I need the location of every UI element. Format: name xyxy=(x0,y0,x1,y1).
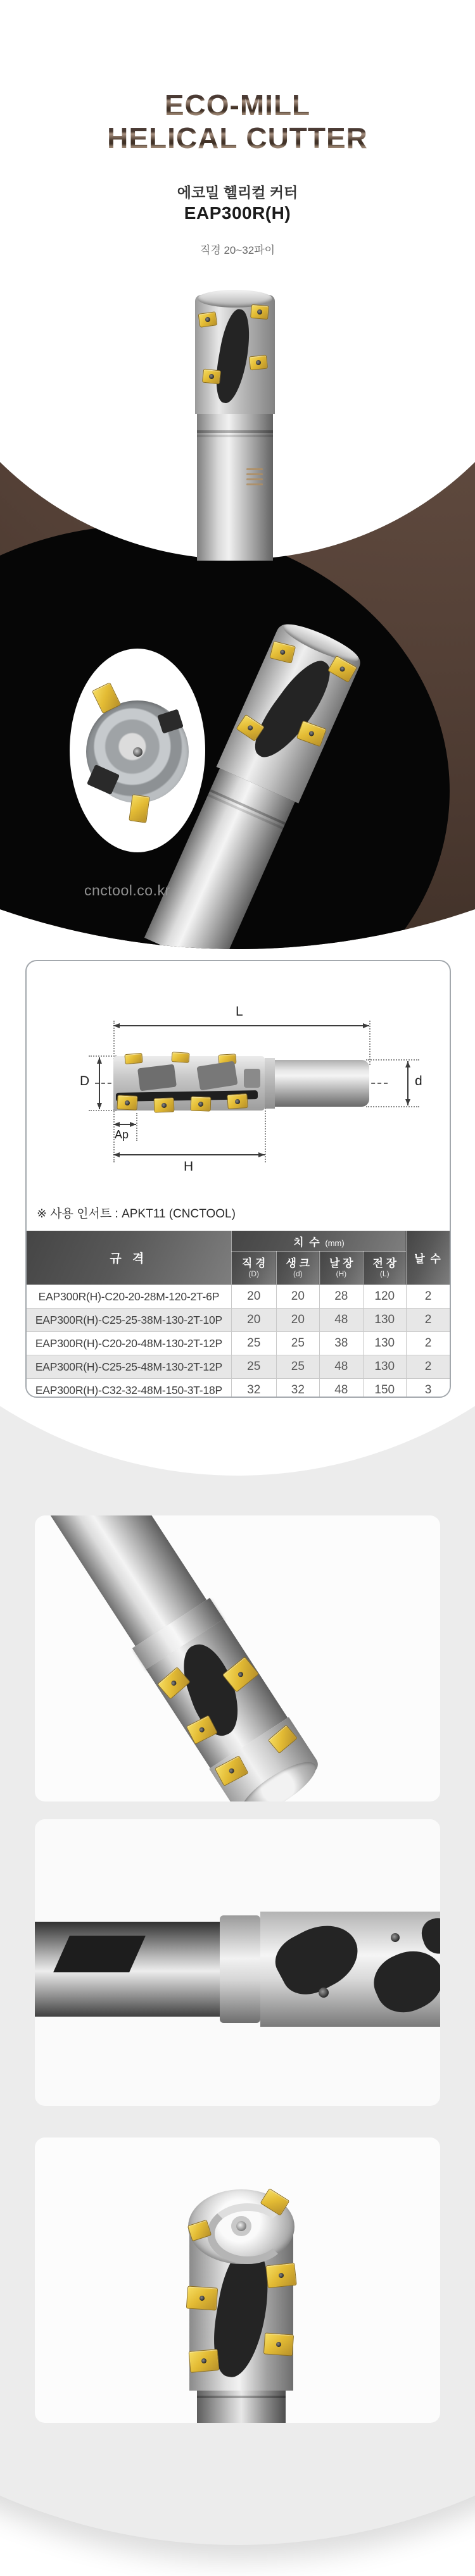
cutter-shank xyxy=(197,414,273,561)
cell-flute-length: 48 xyxy=(320,1379,363,1398)
insert-note: ※ 사용 인서트 : APKT11 (CNCTOOL) xyxy=(37,1207,236,1221)
cell-flutes: 3 xyxy=(407,1379,450,1398)
cutter-head xyxy=(195,295,275,414)
diagram-insert xyxy=(227,1093,248,1109)
shank-groove xyxy=(197,2396,286,2398)
col-header-shank xyxy=(276,1252,319,1285)
spec-table xyxy=(27,1231,450,1398)
dim-arrow-H xyxy=(113,1154,265,1155)
cutter-photo-horizontal xyxy=(35,1908,440,2034)
cell-flutes: 2 xyxy=(407,1285,450,1309)
flute-pocket xyxy=(365,1941,440,2022)
cell-overall-length: 120 xyxy=(363,1285,406,1309)
table-row xyxy=(27,1379,450,1398)
col-sublabel: (H) xyxy=(336,1269,347,1278)
cell-diameter: 32 xyxy=(231,1379,276,1398)
carbide-insert xyxy=(269,641,296,664)
cutter-head xyxy=(260,1912,440,2027)
carbide-insert xyxy=(250,304,269,320)
diagram-insert xyxy=(154,1097,175,1112)
col-label: 생 크 xyxy=(286,1257,310,1270)
cell-shank: 32 xyxy=(276,1379,319,1398)
cutter-shank xyxy=(197,2391,286,2423)
diagram-insert xyxy=(124,1053,142,1064)
cell-flute-length: 28 xyxy=(320,1285,363,1309)
cutter-bottom-view-photo xyxy=(86,700,189,803)
carbide-insert xyxy=(198,311,218,328)
cell-flutes: 2 xyxy=(407,1332,450,1355)
dims-unit-label: (mm) xyxy=(325,1238,345,1248)
col-sublabel: (D) xyxy=(248,1269,260,1278)
diagram-shank xyxy=(265,1060,369,1107)
carbide-insert xyxy=(263,2332,294,2356)
col-label: 날 장 xyxy=(329,1257,353,1270)
dims-group-label: 치 수 xyxy=(293,1236,321,1248)
cell-spec: EAP300R(H)-C20-20-28M-120-2T-6P xyxy=(27,1285,231,1309)
cell-overall-length: 130 xyxy=(363,1355,406,1379)
page-subtitle-korean: 에코밀 헬리컬 커터 xyxy=(177,184,298,201)
flute-pocket xyxy=(267,1912,369,2005)
flute-pocket xyxy=(211,307,255,405)
dim-label-D: D xyxy=(80,1074,90,1088)
carbide-insert xyxy=(265,2263,297,2289)
photo-card-side-view xyxy=(35,1819,440,2106)
dim-arrow-d xyxy=(407,1061,408,1105)
col-header-overall-length xyxy=(363,1252,406,1285)
table-row xyxy=(27,1332,450,1355)
clamp-screw xyxy=(319,1988,329,1998)
col-header-flute-length xyxy=(320,1252,363,1285)
shank-groove xyxy=(197,430,273,433)
guide-line xyxy=(89,1055,117,1057)
guide-line xyxy=(136,1113,137,1141)
dim-label-L: L xyxy=(236,1004,243,1019)
diagram-insert xyxy=(171,1052,189,1063)
cutter-end-face xyxy=(234,1753,323,1801)
center-screw xyxy=(236,2221,246,2231)
dimension-diagram xyxy=(27,961,450,1229)
cell-diameter: 20 xyxy=(231,1309,276,1332)
cell-flutes: 2 xyxy=(407,1309,450,1332)
cell-flutes: 2 xyxy=(407,1355,450,1379)
cell-shank: 25 xyxy=(276,1332,319,1355)
cell-spec: EAP300R(H)-C25-25-48M-130-2T-12P xyxy=(27,1355,231,1379)
photo-card-head-closeup xyxy=(35,1515,440,1801)
page-title-line2: HELICAL CUTTER xyxy=(0,121,475,154)
spec-panel xyxy=(25,960,451,1398)
watermark-text: cnctool.co.kr xyxy=(84,882,170,899)
cell-shank: 20 xyxy=(276,1285,319,1309)
carbide-insert xyxy=(268,1725,298,1754)
center-screw xyxy=(133,747,142,757)
cutter-flat-notch xyxy=(53,1936,146,1972)
cell-overall-length: 150 xyxy=(363,1379,406,1398)
diagram-flute-shape xyxy=(196,1061,238,1091)
col-header-spec: 규 격 xyxy=(27,1231,231,1285)
diagram-flute-shape xyxy=(244,1069,260,1088)
photo-card-standing xyxy=(35,2137,440,2423)
product-model: EAP300R(H) xyxy=(184,203,291,223)
dim-label-d: d xyxy=(415,1074,422,1088)
hero-cutter-photo xyxy=(195,289,275,561)
dim-arrow-D xyxy=(99,1057,100,1109)
cell-overall-length: 130 xyxy=(363,1332,406,1355)
col-label: 전 장 xyxy=(372,1257,397,1270)
cutter-shank xyxy=(35,1922,220,2017)
table-row xyxy=(27,1355,450,1379)
cutter-collar xyxy=(220,1915,260,2023)
flute-pocket xyxy=(157,709,184,733)
table-row xyxy=(27,1285,450,1309)
laser-marking xyxy=(246,468,263,488)
shank-groove xyxy=(207,793,283,830)
cell-shank: 20 xyxy=(276,1309,319,1332)
carbide-insert xyxy=(296,720,327,747)
cutter-photo-tilted xyxy=(35,1515,321,1801)
diagram-collar xyxy=(265,1058,275,1109)
col-sublabel: (L) xyxy=(379,1269,390,1278)
hero-section xyxy=(0,0,475,968)
dim-arrow-Ap xyxy=(113,1124,136,1125)
cell-diameter: 20 xyxy=(231,1285,276,1309)
cell-flute-length: 38 xyxy=(320,1332,363,1355)
col-header-dimensions xyxy=(231,1231,406,1252)
cutter-photo-standing xyxy=(188,2189,294,2423)
table-row xyxy=(27,1309,450,1332)
cell-spec: EAP300R(H)-C20-20-48M-130-2T-12P xyxy=(27,1332,231,1355)
cell-flute-length: 48 xyxy=(320,1355,363,1379)
guide-line xyxy=(366,1059,419,1061)
cell-flute-length: 48 xyxy=(320,1309,363,1332)
cutter-bottom-view-badge xyxy=(70,649,205,852)
clamp-screw xyxy=(391,1933,400,1942)
diagram-insert xyxy=(117,1095,137,1111)
cell-diameter: 25 xyxy=(231,1332,276,1355)
cutter-end-face xyxy=(188,2189,294,2264)
page-title-line1: ECO-MILL xyxy=(0,89,475,121)
carbide-insert xyxy=(189,2349,220,2373)
flute-pocket xyxy=(418,1913,440,1957)
col-header-diameter xyxy=(231,1252,276,1285)
col-header-flutes: 날 수 xyxy=(407,1231,450,1285)
guide-line xyxy=(369,1021,370,1065)
shank-groove xyxy=(210,789,286,825)
diagram-cutter-head xyxy=(113,1056,265,1111)
shank-groove xyxy=(197,435,273,437)
cell-diameter: 25 xyxy=(231,1355,276,1379)
carbide-insert xyxy=(129,794,150,823)
guide-line xyxy=(366,1106,419,1107)
dim-label-Ap: Ap xyxy=(115,1128,129,1141)
carbide-insert xyxy=(202,369,221,385)
page-header xyxy=(0,0,475,257)
diagram-insert xyxy=(191,1096,212,1111)
dim-arrow-L xyxy=(113,1025,369,1026)
cell-shank: 25 xyxy=(276,1355,319,1379)
col-sublabel: (d) xyxy=(293,1269,303,1278)
col-label: 직 경 xyxy=(241,1257,266,1270)
carbide-insert xyxy=(186,2286,218,2310)
carbide-insert xyxy=(249,355,268,371)
diameter-range-note: 직경 20~32파이 xyxy=(200,244,276,256)
guide-line xyxy=(89,1110,117,1111)
cell-spec: EAP300R(H)-C25-25-38M-130-2T-10P xyxy=(27,1309,231,1332)
flute-pocket xyxy=(87,764,120,795)
dim-label-H: H xyxy=(184,1159,194,1174)
cell-spec: EAP300R(H)-C32-32-48M-150-3T-18P xyxy=(27,1379,231,1398)
diagram-flute-shape xyxy=(137,1064,177,1092)
cell-overall-length: 130 xyxy=(363,1309,406,1332)
